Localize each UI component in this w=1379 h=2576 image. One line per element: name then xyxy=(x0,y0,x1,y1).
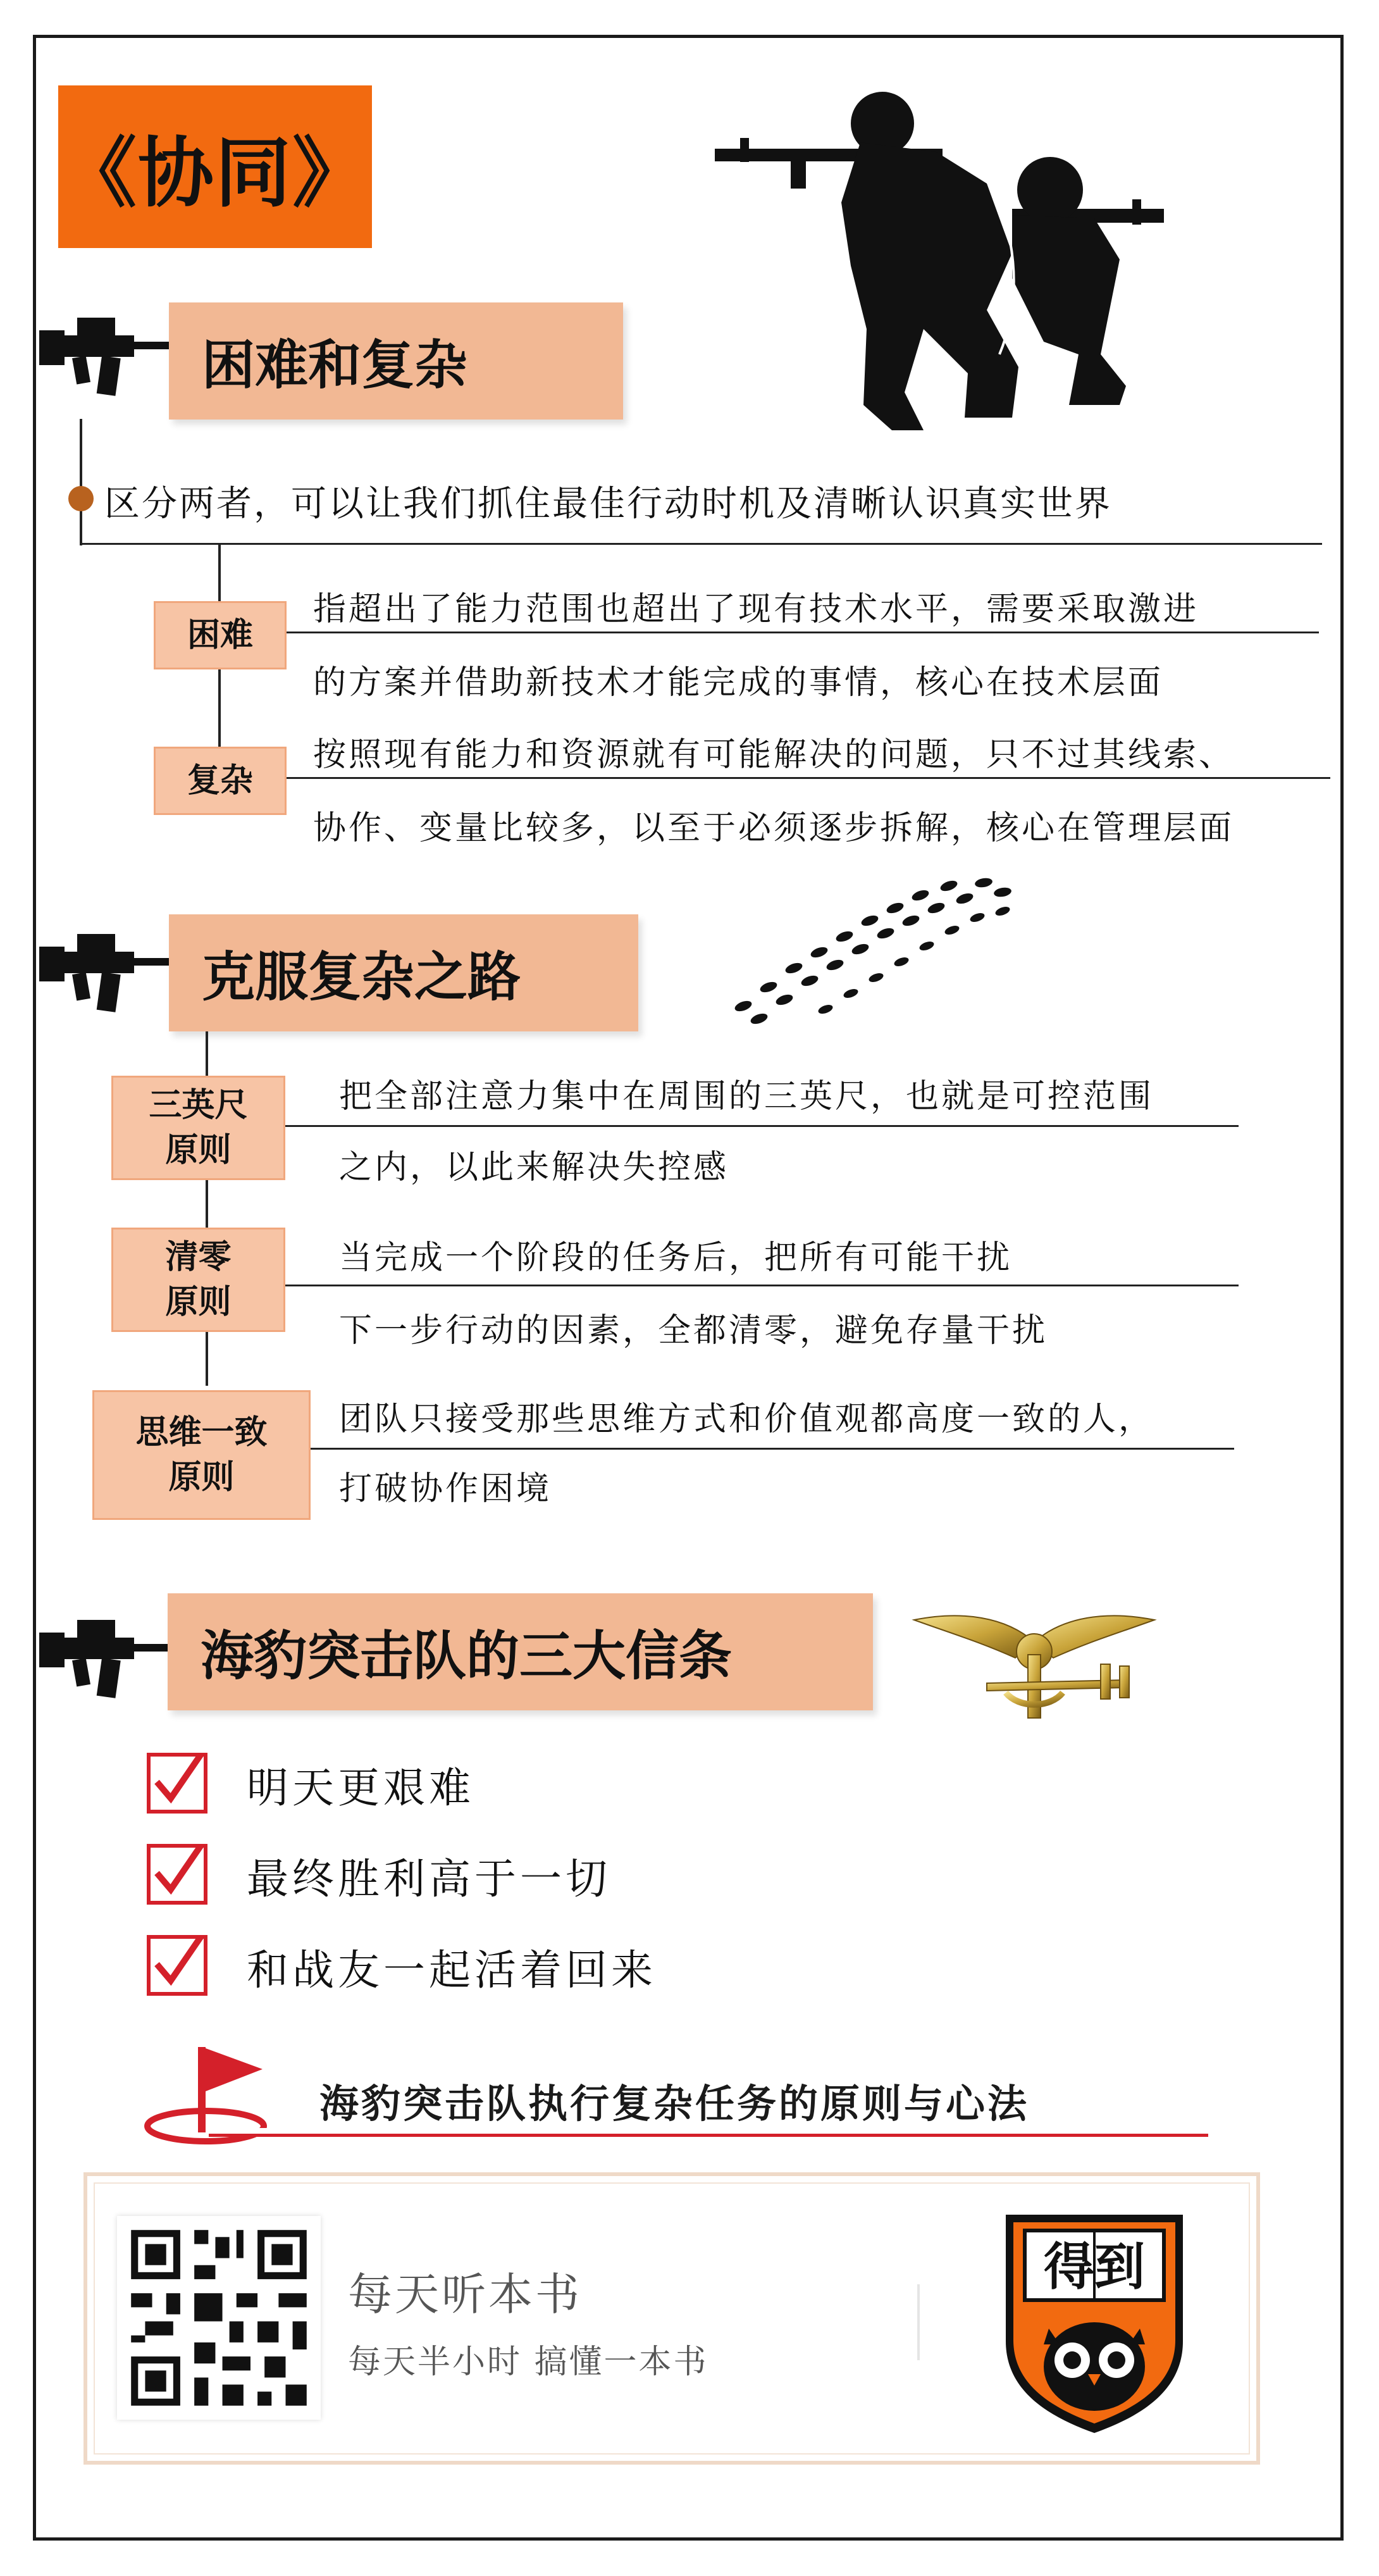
reset-desc-line-1: 当完成一个阶段的任务后，把所有可能干扰 xyxy=(339,1239,1013,1277)
tag-difficult: 困难 xyxy=(154,601,287,669)
three-feet-desc-line-2: 之内，以此来解决失控感 xyxy=(339,1148,729,1186)
tag-three-feet-principle xyxy=(111,1076,285,1180)
checkbox-icon xyxy=(147,1844,207,1905)
divider xyxy=(80,543,1322,545)
tag-line: 原则 xyxy=(165,1130,232,1169)
checkbox-icon xyxy=(147,1935,207,1996)
conclusion-underline xyxy=(209,2134,1208,2137)
rifle-icon xyxy=(39,305,169,399)
divider xyxy=(287,777,1330,779)
tag-line: 三英尺 xyxy=(149,1086,248,1125)
divider xyxy=(285,1285,1239,1286)
footprints-icon xyxy=(731,873,1028,1031)
tree-line xyxy=(80,419,82,545)
tag-line: 原则 xyxy=(168,1457,235,1496)
tag-line: 原则 xyxy=(165,1282,232,1321)
qr-code[interactable] xyxy=(117,2216,321,2420)
section-heading-difficult-complex: 困难和复杂 xyxy=(169,302,623,420)
complex-desc-line-1: 按照现有能力和资源就有可能解决的问题，只不过其线索、 xyxy=(313,736,1235,774)
section-summary: 区分两者，可以让我们抓住最佳行动时机及清晰认识真实世界 xyxy=(104,483,1112,525)
tag-consistent-thinking-principle xyxy=(92,1390,311,1520)
reset-desc-line-2: 下一步行动的因素，全都清零，避免存量干扰 xyxy=(339,1312,1048,1350)
consistent-desc-line-1: 团队只接受那些思维方式和价值观都高度一致的人， xyxy=(339,1400,1154,1438)
checkbox-icon xyxy=(147,1753,207,1814)
tag-reset-principle xyxy=(111,1228,285,1332)
footer-slogan-sub: 每天半小时 搞懂一本书 xyxy=(348,2343,708,2381)
section-heading-overcome-complexity: 克服复杂之路 xyxy=(169,914,638,1031)
creed-1: 明天更艰难 xyxy=(247,1764,474,1812)
difficult-desc-line-1: 指超出了能力范围也超出了现有技术水平，需要采取激进 xyxy=(313,590,1199,628)
seal-trident-emblem xyxy=(911,1598,1158,1724)
divider xyxy=(311,1448,1234,1450)
rifle-icon xyxy=(39,1607,169,1701)
footer-separator xyxy=(917,2284,920,2360)
divider xyxy=(285,1125,1239,1127)
creed-3: 和战友一起活着回来 xyxy=(247,1946,657,1994)
creed-2: 最终胜利高于一切 xyxy=(247,1855,611,1903)
rifle-icon xyxy=(39,921,169,1015)
page-title: 《协同》 xyxy=(58,85,372,248)
difficult-desc-line-2: 的方案并借助新技术才能完成的事情，核心在技术层面 xyxy=(313,664,1164,702)
three-feet-desc-line-1: 把全部注意力集中在周围的三英尺，也就是可控范围 xyxy=(339,1078,1154,1116)
consistent-desc-line-2: 打破协作困境 xyxy=(339,1470,552,1508)
flag-icon xyxy=(142,2041,275,2145)
tag-line: 清零 xyxy=(165,1238,232,1277)
divider xyxy=(287,632,1319,633)
tag-line: 思维一致 xyxy=(135,1413,268,1452)
soldiers-silhouette xyxy=(715,89,1164,433)
conclusion-text: 海豹突击队执行复杂任务的原则与心法 xyxy=(319,2081,1030,2127)
section-heading-seal-creeds: 海豹突击队的三大信条 xyxy=(168,1593,873,1710)
logo-text: 得到 xyxy=(1044,2237,1145,2296)
bullet-dot xyxy=(68,486,94,511)
tag-complex: 复杂 xyxy=(154,747,287,815)
footer-slogan-main: 每天听本书 xyxy=(348,2268,582,2320)
dedao-owl-logo xyxy=(999,2208,1189,2436)
complex-desc-line-2: 协作、变量比较多，以至于必须逐步拆解，核心在管理层面 xyxy=(313,809,1235,847)
